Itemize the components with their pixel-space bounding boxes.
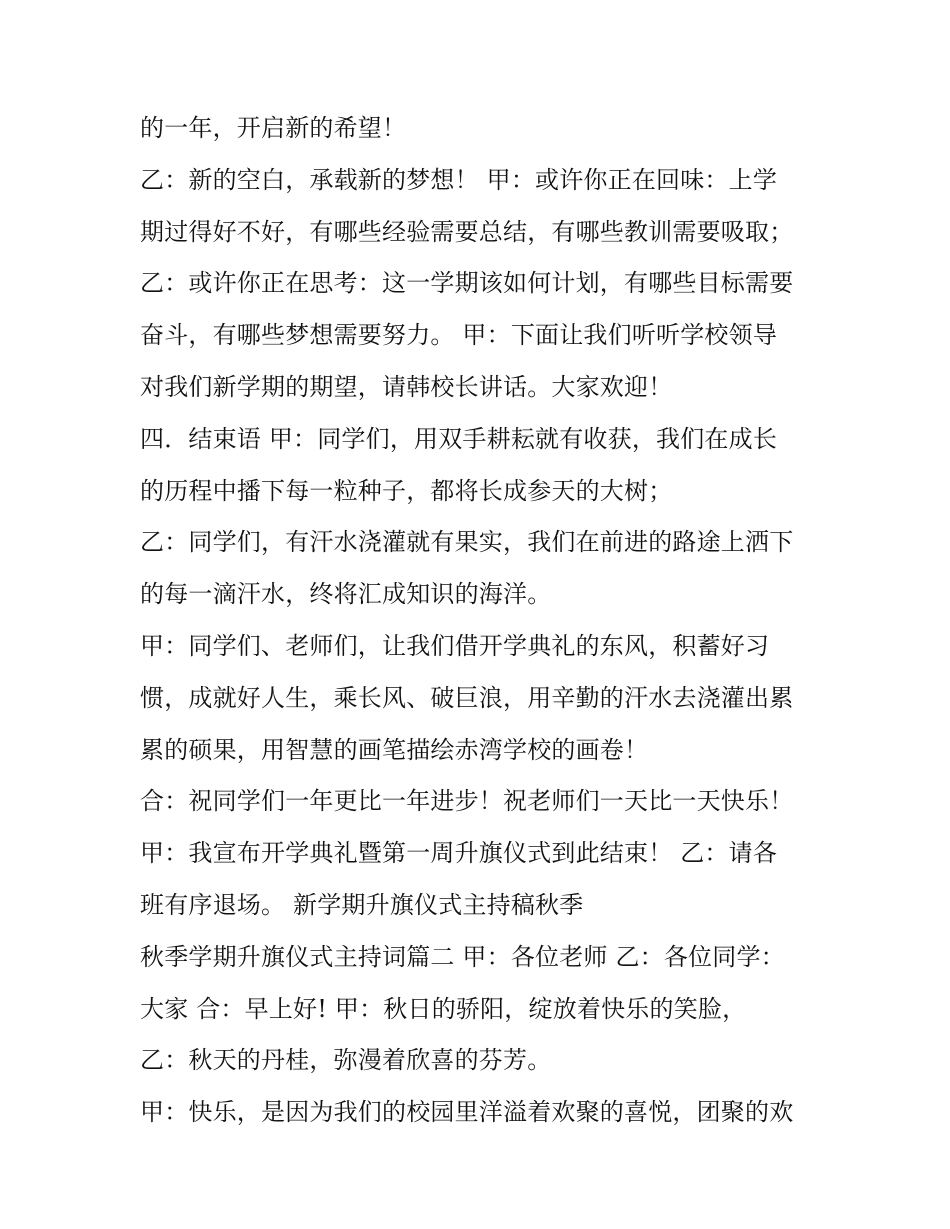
text-line: 合：祝同学们一年更比一年进步！祝老师们一天比一天快乐！ <box>140 787 794 816</box>
text-line: 期过得好不好，有哪些经验需要总结，有哪些教训需要吸取； <box>140 217 794 246</box>
text-line: 乙：或许你正在思考：这一学期该如何计划，有哪些目标需要 <box>140 269 794 298</box>
text-line: 对我们新学期的期望，请韩校长讲话。大家欢迎！ <box>140 372 673 401</box>
text-line: 乙：同学们，有汗水浇灌就有果实，我们在前进的路途上洒下 <box>140 528 794 557</box>
text-line: 累的硕果，用智慧的画笔描绘赤湾学校的画卷！ <box>140 735 649 764</box>
text-line: 乙：新的空白，承载新的梦想！ 甲：或许你正在回味：上学 <box>140 165 778 194</box>
text-line: 的历程中播下每一粒种子，都将长成参天的大树； <box>140 476 673 505</box>
text-line: 甲：同学们、老师们，让我们借开学典礼的东风，积蓄好习 <box>140 631 770 660</box>
text-line: 四．结束语 甲：同学们，用双手耕耘就有收获，我们在成长 <box>140 424 778 453</box>
text-line: 的一年，开启新的希望！ <box>140 114 407 142</box>
text-line: 秋季学期升旗仪式主持词篇二 甲：各位老师 乙：各位同学： <box>140 942 785 971</box>
text-line: 班有序退场。 新学期升旗仪式主持稿秋季 <box>140 890 584 919</box>
document-body <box>140 108 820 1144</box>
text-line: 乙：秋天的丹桂，弥漫着欣喜的芬芳。 <box>140 1046 552 1075</box>
text-line: 甲：快乐，是因为我们的校园里洋溢着欢聚的喜悦，团聚的欢 <box>140 1098 794 1127</box>
text-line: 惯，成就好人生，乘长风、破巨浪，用辛勤的汗水去浇灌出累 <box>140 683 794 712</box>
text-line: 甲：我宣布开学典礼暨第一周升旗仪式到此结束！ 乙：请各 <box>140 839 778 868</box>
text-line: 大家 合：早上好! 甲：秋日的骄阳，绽放着快乐的笑脸， <box>140 994 747 1023</box>
text-line: 奋斗，有哪些梦想需要努力。 甲：下面让我们听听学校领导 <box>140 321 778 350</box>
text-line: 的每一滴汗水，终将汇成知识的海洋。 <box>140 580 552 609</box>
